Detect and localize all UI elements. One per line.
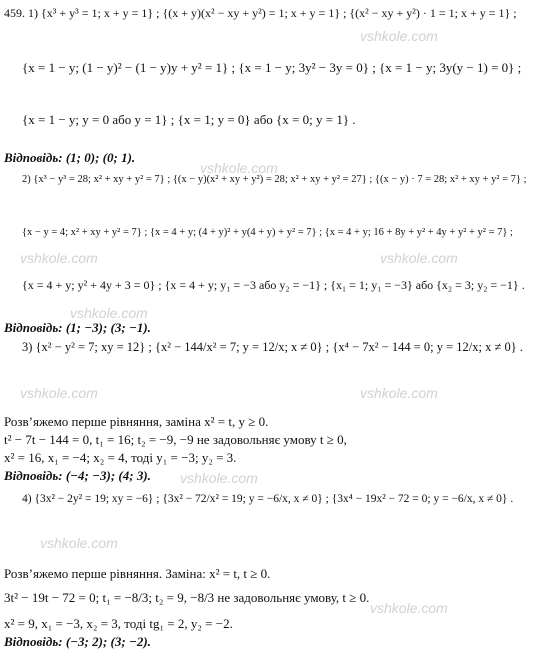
watermark: vshkole.com [40,535,118,551]
answer-line: Відповідь: (1; 0); (0; 1). [4,150,136,165]
watermark: vshkole.com [380,250,458,266]
watermark: vshkole.com [20,250,98,266]
watermark: vshkole.com [360,28,438,44]
math-line: 459. 1) {x³ + y³ = 1; x + y = 1} ; {(x + y)(x² − xy + y²) = 1; x + y = 1} ; {(x² − xy + y²) · 1 = 1; x + y = 1} ; [4,6,517,20]
math-line: {x = 4 + y; y² + 4y + 3 = 0} ; {x = 4 + y; y₁ = −3 або y₂ = −1} ; {x₁ = 1; y₁ = −3} або {x₂ = 3; y₂ = −1} . [22,278,525,292]
watermark: vshkole.com [200,160,278,176]
watermark: vshkole.com [370,600,448,616]
math-line: Розв’яжемо перше рівняння, заміна x² = t, y ≥ 0. [4,414,269,429]
math-line: {x = 1 − y; (1 − y)² − (1 − y)y + y² = 1} ; {x = 1 − y; 3y² − 3y = 0} ; {x = 1 − y; 3y(y − 1) = 0} ; [22,60,522,75]
math-line: Розв’яжемо перше рівняння. Заміна: x² = t, t ≥ 0. [4,566,271,581]
watermark: vshkole.com [20,385,98,401]
math-line: {x = 1 − y; y = 0 або y = 1} ; {x = 1; y = 0} або {x = 0; y = 1} . [22,112,356,127]
answer-line: Відповідь: (1; −3); (3; −1). [4,320,151,335]
math-line: t² − 7t − 144 = 0, t₁ = 16; t₂ = −9, −9 не задовольняє умову t ≥ 0, [4,432,347,447]
math-line: x² = 9, x₁ = −3, x₂ = 3, тоді tg₁ = 2, y₂ = −2. [4,616,233,631]
answer-line: Відповідь: (−4; −3); (4; 3). [4,468,151,483]
math-line: 3) {x² − y² = 7; xy = 12} ; {x² − 144/x² = 7; y = 12/x; x ≠ 0} ; {x⁴ − 7x² − 144 = 0; y = 12/x; x ≠ 0} . [22,340,523,354]
math-line: {x − y = 4; x² + xy + y² = 7} ; {x = 4 + y; (4 + y)² + y(4 + y) + y² = 7} ; {x = 4 + y; 16 + 8y + y² + 4y + y² + y² = 7} ; [22,227,513,238]
math-line: 4) {3x² − 2y² = 19; xy = −6} ; {3x² − 72/x² = 19; y = −6/x, x ≠ 0} ; {3x⁴ − 19x² − 72 = 0; y = −6/x, x ≠ 0} . [22,493,514,505]
answer-line: Відповідь: (−3; 2); (3; −2). [4,634,151,649]
math-line: 3t² − 19t − 72 = 0; t₁ = −8/3; t₂ = 9, −8/3 не задовольняє умову, t ≥ 0. [4,590,370,605]
math-line: x² = 16, x₁ = −4; x₂ = 4, тоді y₁ = −3; y₂ = 3. [4,450,237,465]
math-line: 2) {x³ − y³ = 28; x² + xy + y² = 7} ; {(x − y)(x² + xy + y²) = 28; x² + xy + y² = 27} ; {(x − y) · 7 = 28; x² + xy + y² = 7} ; [22,174,527,185]
watermark: vshkole.com [70,305,148,321]
watermark: vshkole.com [360,385,438,401]
watermark: vshkole.com [180,470,258,486]
